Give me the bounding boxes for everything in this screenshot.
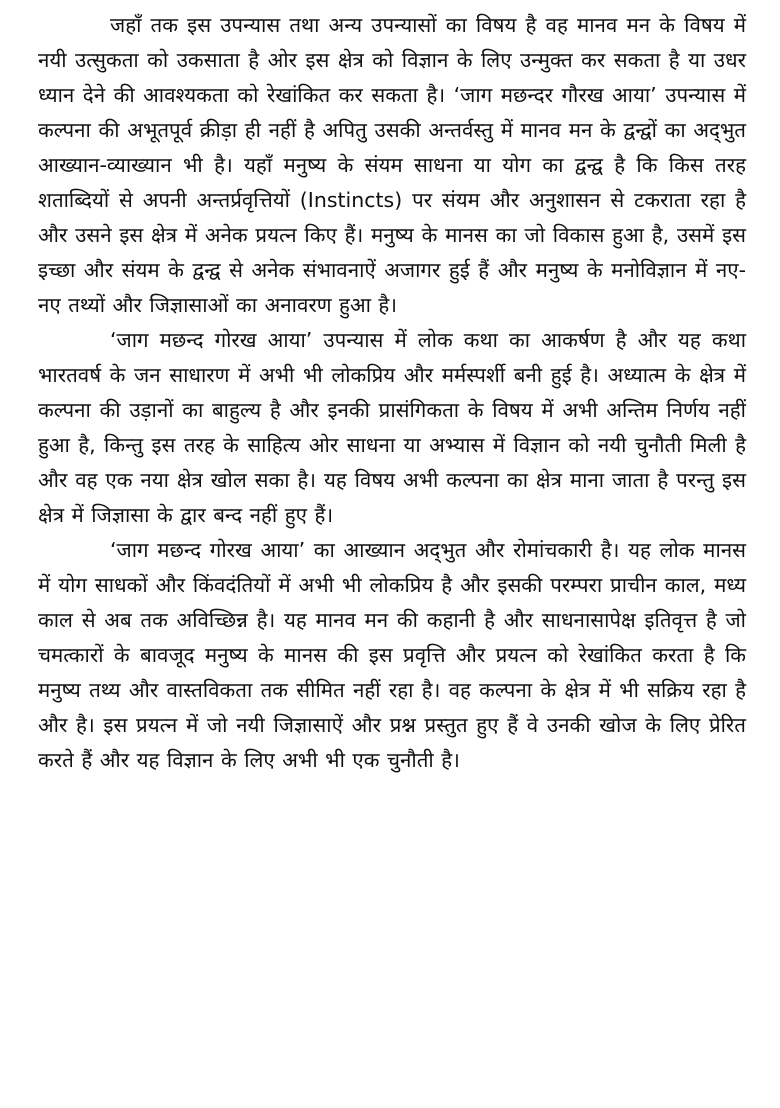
paragraph-1: जहाँ तक इस उपन्यास तथा अन्य उपन्यासों का विषय है वह मानव मन के विषय में नयी उत्सुकता को उकसाता है ओर इस क्षेत्र को विज्ञान के लिए उन्मुक्त कर सकता है या उधर ध्यान देने की आवश्यकता को रेखांकित कर सकता है। ‘जाग मछन्दर गौरख आया’ उपन्यास में कल्पना की अभूतपूर्व क्रीड़ा ही नहीं है अपितु उसकी अन्तर्वस्तु में मानव मन के द्वन्द्वों का अद्‌भुत आख्यान-व्याख्यान भी है। यहाँ मनुष्य के संयम साधना या योग का द्वन्द्व है कि किस तरह शताब्दियों से अपनी अन्तर्प्रवृत्तियों (Instincts) पर संयम और अनुशासन से टकराता रहा है और उसने इस क्षेत्र में अनेक प्रयत्न किए हैं। मनुष्य के मानस का जो विकास हुआ है, उसमें इस इच्छा और संयम के द्वन्द्व से अनेक संभावनाऐं अजागर हुई हैं और मनुष्य के मनोविज्ञान में नए-नए तथ्यों और जिज्ञासाओं का अनावरण हुआ है। xyxy=(38,13,746,317)
paragraph-3: ‘जाग मछन्द गोरख आया’ का आख्यान अद्‌भुत और रोमांचकारी है। यह लोक मानस में योग साधकों और किंवदंतियों में अभी भी लोकप्रिय है और इसकी परम्परा प्राचीन काल, मध्य काल से अब तक अविच्छिन्न है। यह मानव मन की कहानी है और साधनासापेक्ष इतिवृत्त है जो चमत्कारों के बावजूद मनुष्य के मानस की इस प्रवृत्ति और प्रयत्न को रेखांकित करता है कि मनुष्य तथ्य और वास्तविकता तक सीमित नहीं रहा है। वह कल्पना के क्षेत्र में भी सक्रिय रहा है और है। इस प्रयत्न में जो नयी जिज्ञासाऐं और प्रश्न प्रस्तुत हुए हैं वे उनकी खोज के लिए प्रेरित करते हैं और यह विज्ञान के लिए अभी भी एक चुनौती है। xyxy=(38,538,746,772)
paragraph-2: ‘जाग मछन्द गोरख आया’ उपन्यास में लोक कथा का आकर्षण है और यह कथा भारतवर्ष के जन साधारण में अभी भी लोकप्रिय और मर्मस्पर्शी बनी हुई है। अध्यात्म के क्षेत्र में कल्पना की उड़ानों का बाहुल्य है और इनकी प्रासंगिकता के विषय में अभी अन्तिम निर्णय नहीं हुआ है, किन्तु इस तरह के साहित्य ओर साधना या अभ्यास में विज्ञान को नयी चुनौती मिली है और वह एक नया क्षेत्र खोल सका है। यह विषय अभी कल्पना का क्षेत्र माना जाता है परन्तु इस क्षेत्र में जिज्ञासा के द्वार बन्द नहीं हुए हैं। xyxy=(38,328,746,527)
